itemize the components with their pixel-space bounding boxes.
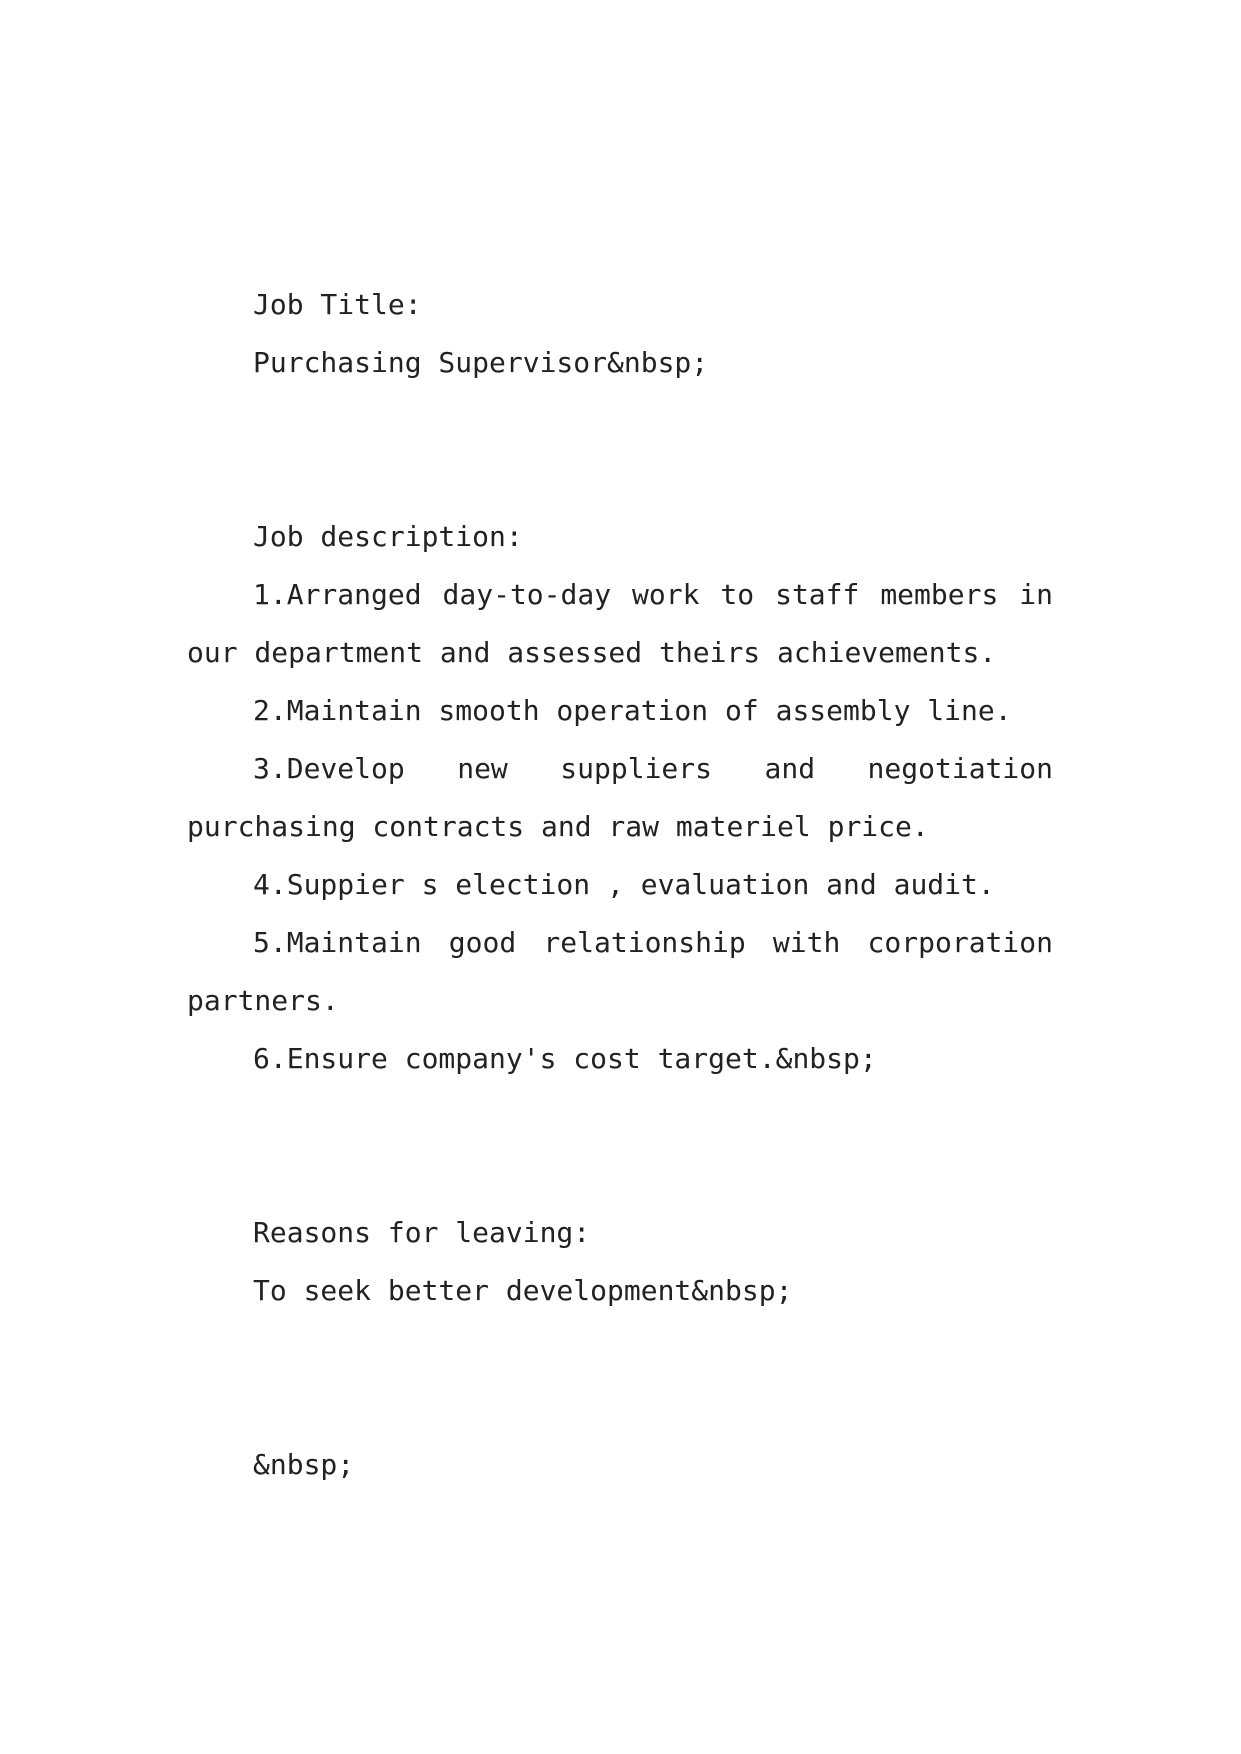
job-description-item-3-continued: purchasing contracts and raw materiel price. [187,810,929,843]
job-description-heading: Job description: [253,520,523,553]
job-description-item-5: 5.Maintain good relationship with corporation [253,926,1053,959]
section-spacer [187,1088,1053,1204]
job-description-item-1-continued: our department and assessed theirs achievements. [187,636,997,669]
section-spacer [187,392,1053,508]
trailing-text: &nbsp; [253,1448,355,1481]
job-title-heading: Job Title: [253,288,422,321]
reasons-for-leaving-value: To seek better development&nbsp; [253,1274,793,1307]
document-body [187,276,1053,1494]
job-description-item-4: 4.Suppier s election , evaluation and audit. [253,868,995,901]
job-description-item-6: 6.Ensure company's cost target.&nbsp; [253,1042,877,1075]
section-spacer [187,1320,1053,1436]
reasons-for-leaving-heading: Reasons for leaving: [253,1216,591,1249]
job-description-item-2: 2.Maintain smooth operation of assembly line. [253,694,1012,727]
job-title-value: Purchasing Supervisor&nbsp; [253,346,709,379]
job-description-item-3: 3.Develop new suppliers and negotiation [253,752,1053,785]
job-description-item-5-continued: partners. [187,984,339,1017]
job-description-item-1: 1.Arranged day-to-day work to staff members in [253,578,1053,611]
